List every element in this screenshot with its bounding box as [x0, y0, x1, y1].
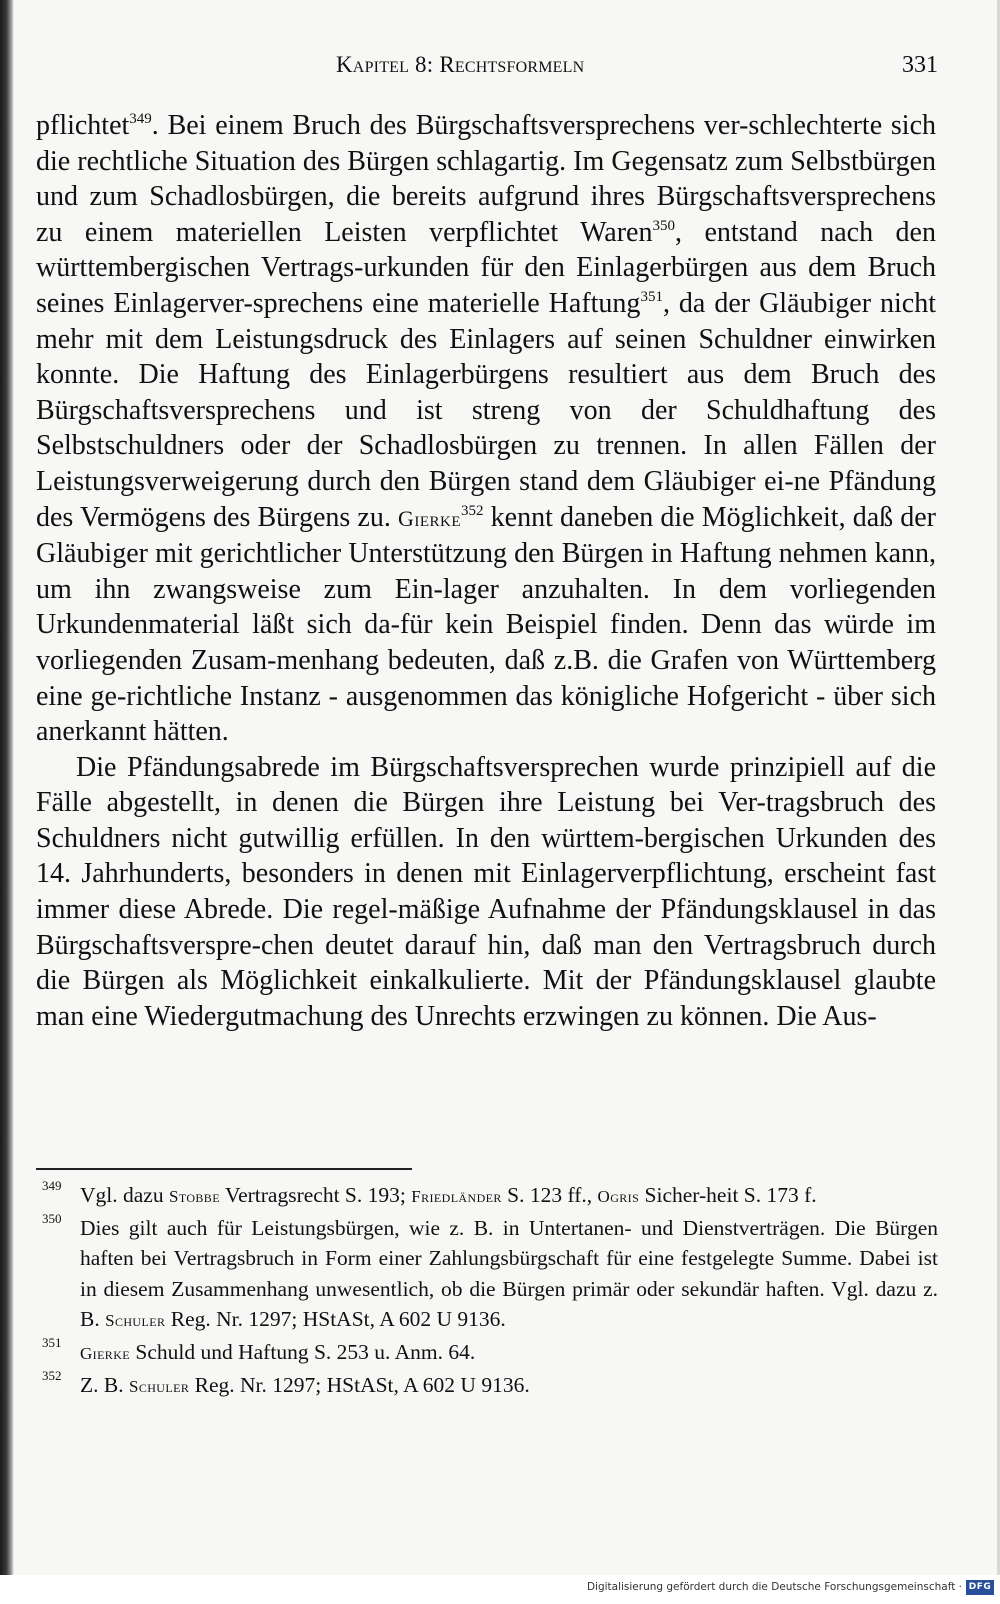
funding-notice: Digitalisierung gefördert durch die Deutsche Forschungsgemeinschaft · [586, 1581, 962, 1593]
footnote-ref-350[interactable]: 350 [652, 217, 675, 234]
text-run: Dies gilt auch für Leistungsbürgen, wie z. B. in Untertanen- und Dienstverträgen. Die Bürgen haften bei Vertragsbruch in Form einer Zahlungsbürgschaft für eine festgelegte Summe. Dabei ist in diesem Zusammenhang unwesentlich, ob die Bürgen primär oder sekundär haften. Vgl. dazu z. B. [80, 1215, 938, 1332]
text-run: Vertragsrecht S. 193; [224, 1183, 406, 1207]
footnote-number: 352 [42, 1367, 62, 1383]
footnote-separator [36, 1168, 412, 1170]
footnote-number: 351 [42, 1334, 62, 1350]
chapter-name: Rechtsformeln [439, 52, 585, 77]
text-run: . Bei einem Bruch des Bürgschaftsversprechens ver-schlechterte sich die rechtliche Situation des Bürgen schlagartig. Im Gegensatz zum Selbstbürgen und zum Schadlosbürgen, die bereits aufgrund ihres Bürgschaftsversprechens zu einem materiellen Leisten verpflichtet Waren [36, 110, 936, 248]
digitization-footer [0, 1575, 1000, 1604]
paragraph [36, 108, 936, 750]
main-text [36, 108, 936, 1034]
text-run: S. 123 ff., [507, 1183, 593, 1207]
author-name: Gierke [397, 505, 462, 531]
author-name: Gierke [80, 1343, 131, 1363]
footnote-ref-349[interactable]: 349 [129, 111, 152, 127]
text-run: pflichtet [36, 110, 130, 141]
author-name: Schuler [105, 1311, 166, 1331]
footnote-349 [36, 1180, 938, 1213]
footnote-number: 349 [42, 1178, 62, 1193]
author-name: Friedländer [411, 1187, 502, 1206]
text-run: Z. B. [80, 1372, 124, 1397]
text-run: Sicher-heit S. 173 f. [644, 1183, 817, 1207]
footnote-352 [36, 1367, 938, 1403]
footnotes [36, 1180, 938, 1402]
text-run: Reg. Nr. 1297; HStASt, A 602 U 9136. [170, 1307, 506, 1332]
chapter-label: Kapitel 8 [336, 52, 427, 77]
author-name: Schuler [128, 1376, 190, 1396]
author-name: Ogris [597, 1187, 640, 1206]
footnote-351 [36, 1334, 938, 1370]
author-name: Stobbe [168, 1187, 220, 1206]
footnote-350 [36, 1210, 938, 1337]
chapter-title: Kapitel 8: Rechtsformeln [336, 52, 585, 77]
text-run: Reg. Nr. 1297; HStASt, A 602 U 9136. [194, 1372, 530, 1397]
text-run: kennt daneben die Möglichkeit, daß der Gläubiger mit gerichtlicher Unterstützung den Bürgen in Haftung nehmen kann, um ihn zwangsweise zum Ein-lager anzuhalten. In dem vorliegenden Urkundenmaterial läßt sich da-für kein Beispiel finden. Denn das würde im vorliegenden Zusam-menhang bedeuten, daß z.B. die Grafen von Württemberg eine ge-richtliche Instanz - ausgenommen das königliche Hofgericht - über sich anerkannt hätten. [36, 501, 937, 748]
book-spine-shadow [0, 0, 14, 1575]
text-run: , da der Gläubiger nicht mehr mit dem Leistungsdruck des Einlagers auf seinen Schuldner einwirken konnte. Die Haftung des Einlagerbürgens resultiert aus dem Bruch des Bürgschaftsversprechens und ist streng von der Schuldhaftung des Selbstschuldners oder der Schadlosbürgen zu trennen. In allen Fällen der Leistungsverweigerung durch den Bürgen stand dem Gläubiger ei-ne Pfändung des Vermögens des Bürgens zu. [36, 287, 936, 533]
footnote-ref-351[interactable]: 351 [640, 288, 663, 305]
dfg-logo-icon: DFG [966, 1580, 994, 1595]
footnote-ref-352[interactable]: 352 [461, 502, 484, 519]
text-run: , entstand nach den württembergischen Vertrags-urkunden für den Einlagerbürgen aus dem Bruch seines Einlagerver-sprechens eine materielle Haftung [36, 216, 936, 319]
footnote-number: 350 [42, 1210, 62, 1226]
text-run: Vgl. dazu [80, 1183, 164, 1207]
paragraph: Die Pfändungsabrede im Bürgschaftsversprechen wurde prinzipiell auf die Fälle abgestellt, in denen die Bürgen ihre Leistung bei Ver-tragsbruch des Schuldners nicht gutwillig erfüllen. In den württem-bergischen Urkunden des 14. Jahrhunderts, besonders in denen mit Einlagerverpflichtung, erscheint fast immer diese Abrede. Die regel-mäßige Aufnahme der Pfändungsklausel in das Bürgschaftsverspre-chen deutet darauf hin, daß man den Vertragsbruch durch die Bürgen als Möglichkeit einkalkulierte. Mit der Pfändungsklausel glaubte man eine Wiedergutmachung des Unrechts erzwingen zu können. Die Aus- [36, 751, 936, 1032]
page-number: 331 [902, 52, 938, 78]
text-run: Schuld und Haftung S. 253 u. Anm. 64. [135, 1339, 476, 1364]
running-header [336, 48, 938, 84]
